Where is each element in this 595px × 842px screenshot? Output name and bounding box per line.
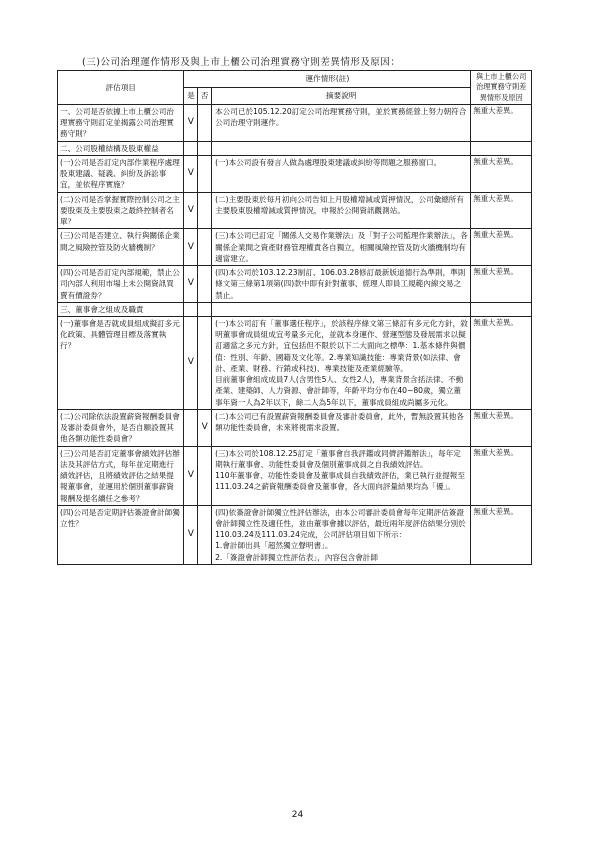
table-row — [58, 446, 532, 505]
row-yes-mark: V — [184, 446, 198, 505]
header-status: 運作情形(註) — [184, 71, 471, 88]
governance-table — [57, 70, 532, 565]
header-item: 評估項目 — [58, 71, 184, 105]
row-yes-mark: V — [184, 155, 198, 192]
row-description: (二)本公司已有設置薪資報酬委員會及審計委員會，此外，暫無設置其他各類功能性委員會，未來將視需求設置。 — [212, 409, 471, 446]
row-item: 二、公司股權結構及股東權益 — [58, 141, 184, 155]
row-yes-mark: V — [184, 229, 198, 266]
row-description: 本公司已於105.12.20訂定公司治理實務守則，並於實務經營上努力朝符合公司治理守則運作。 — [212, 105, 471, 142]
row-yes-mark — [184, 409, 198, 446]
row-no-mark — [198, 302, 212, 316]
table-row — [58, 105, 532, 142]
row-yes-mark: V — [184, 316, 198, 409]
row-description: (四)依簽證會計師獨立性評估辦法，由本公司審計委員會每年定期評估簽證會計師獨立性及適任性，並由董事會據以評估，最近兩年度評估結果分別於110.03.24及111.03.24完成，公司評估項目如下所示： 1.會計師出具「超然獨立聲明書」。 2.「簽證會計師獨立性評估表」，內容包含會計師 — [212, 505, 471, 564]
row-no-mark: V — [198, 409, 212, 446]
row-description: (一)本公司設有發言人做為處理股東建議或糾紛等問題之服務窗口。 — [212, 155, 471, 192]
table-row — [58, 409, 532, 446]
row-yes-mark: V — [184, 505, 198, 564]
table-row — [58, 192, 532, 229]
row-item: (四)公司是否定期評估簽證會計師獨立性？ — [58, 505, 184, 564]
table-row — [58, 141, 532, 155]
row-yes-mark — [184, 302, 198, 316]
row-item: (三)公司是否訂定董事會績效評估辦法及其評估方式，每年並定期進行績效評估，且將績效評估之結果提報董事會，並運用於個別董事薪資報酬及提名續任之參考？ — [58, 446, 184, 505]
row-item: (一)董事會是否就成員組成擬訂多元化政策、具體管理目標及落實執行？ — [58, 316, 184, 409]
row-description: (三)本公司已訂定「關係人交易作業辦法」及「對子公司監理作業辦法」，各關係企業間之資產財務管理權責各自獨立，相關風險控管及防火牆機制均有適當建立。 — [212, 229, 471, 266]
row-difference: 無重大差異。 — [471, 155, 532, 192]
row-yes-mark: V — [184, 192, 198, 229]
row-item: (二)公司除依法設置薪資報酬委員會及審計委員會外，是否自願設置其他各類功能性委員會？ — [58, 409, 184, 446]
row-no-mark — [198, 192, 212, 229]
row-yes-mark: V — [184, 266, 198, 303]
row-difference: 無重大差異。 — [471, 316, 532, 409]
row-description: (四)本公司於103.12.23制訂、106.03.28修訂最新版道德行為準則，準則條文第三條第1項第(四)款中即有針對董事、經理人即員工規範內線交易之禁止。 — [212, 266, 471, 303]
row-difference: 無重大差異。 — [471, 505, 532, 564]
row-yes-mark — [184, 141, 198, 155]
row-no-mark — [198, 446, 212, 505]
table-row — [58, 266, 532, 303]
row-no-mark — [198, 229, 212, 266]
row-description: (二)主要股東於每月初向公司告知上月股權增減或質押情況，公司彙總所有主要股東股權增減或質押情況，申報於公開資訊觀測站。 — [212, 192, 471, 229]
row-item: 三、董事會之組成及職責 — [58, 302, 184, 316]
header-no: 否 — [198, 88, 212, 105]
row-difference: 無重大差異。 — [471, 266, 532, 303]
row-difference — [471, 302, 532, 316]
row-difference — [471, 141, 532, 155]
row-description: (一)本公司訂有「董事選任程序」，於該程序條文第三條訂有多元化方針，敘明董事會成員組成宜考量多元化，並就本身運作、營運型態及發展需求以擬訂適當之多元方針，宜包括但不限於以下二大面向之標準：1.基本條件與價值：性別、年齡、國籍及文化等。2.專業知識技能：專業背景(如法律、會計、產業、財務、行銷或科技)、專業技能及產業經驗等。 目前董事會組成成員7人(含男性5人、女性2人)，專業背景含括法律、不動產業、建築師、人力資源、會計師等，年齡平均分布在40~80歲，獨立董事年資一人為2年以下，餘二人為5年以下，董事成員組成尚屬多元化。 — [212, 316, 471, 409]
section-title: (三)公司治理運作情形及與上市上櫃公司治理實務守則差異情形及原因： — [82, 57, 401, 68]
row-item: (一)公司是否訂定內部作業程序處理股東建議、疑義、糾紛及訴訟事宜，並依程序實施？ — [58, 155, 184, 192]
row-no-mark — [198, 155, 212, 192]
row-description — [212, 302, 471, 316]
row-description: (三)本公司於108.12.25訂定「董事會自我評鑑或同儕評鑑辦法」，每年定期執行董事會、功能性委員會及個別董事成員之自我績效評估。 110年董事會、功能性委員會及董事成員自我績效評估，業已執行並提報至111.03.24之薪資報酬委員會及董事會，各大面向評量結果均為「優」。 — [212, 446, 471, 505]
row-no-mark — [198, 505, 212, 564]
row-yes-mark: V — [184, 105, 198, 142]
row-no-mark — [198, 141, 212, 155]
row-difference: 無重大差異。 — [471, 192, 532, 229]
page-number: 24 — [291, 810, 304, 820]
row-item: (四)公司是否訂定內部規範，禁止公司內部人利用市場上未公開資訊買賣有價證券？ — [58, 266, 184, 303]
header-row — [58, 71, 532, 88]
row-no-mark — [198, 316, 212, 409]
row-difference: 無重大差異。 — [471, 409, 532, 446]
row-difference: 無重大差異。 — [471, 229, 532, 266]
header-summary: 摘要說明 — [212, 88, 471, 105]
header-diff: 與上市上櫃公司治理實務守則差異情形及原因 — [471, 71, 532, 105]
row-item: (二)公司是否掌握實際控制公司之主要股東及主要股東之最終控制者名單？ — [58, 192, 184, 229]
row-difference: 無重大差異。 — [471, 105, 532, 142]
header-yes: 是 — [184, 88, 198, 105]
table-row — [58, 155, 532, 192]
row-item: (三)公司是否建立、執行與關係企業間之風險控管及防火牆機制？ — [58, 229, 184, 266]
row-no-mark — [198, 105, 212, 142]
row-description — [212, 141, 471, 155]
table-row — [58, 316, 532, 409]
table-row — [58, 229, 532, 266]
row-difference: 無重大差異。 — [471, 446, 532, 505]
row-no-mark — [198, 266, 212, 303]
table-row — [58, 302, 532, 316]
table-row — [58, 505, 532, 564]
row-item: 一、公司是否依據上市上櫃公司治理實務守則訂定並揭露公司治理實務守則？ — [58, 105, 184, 142]
